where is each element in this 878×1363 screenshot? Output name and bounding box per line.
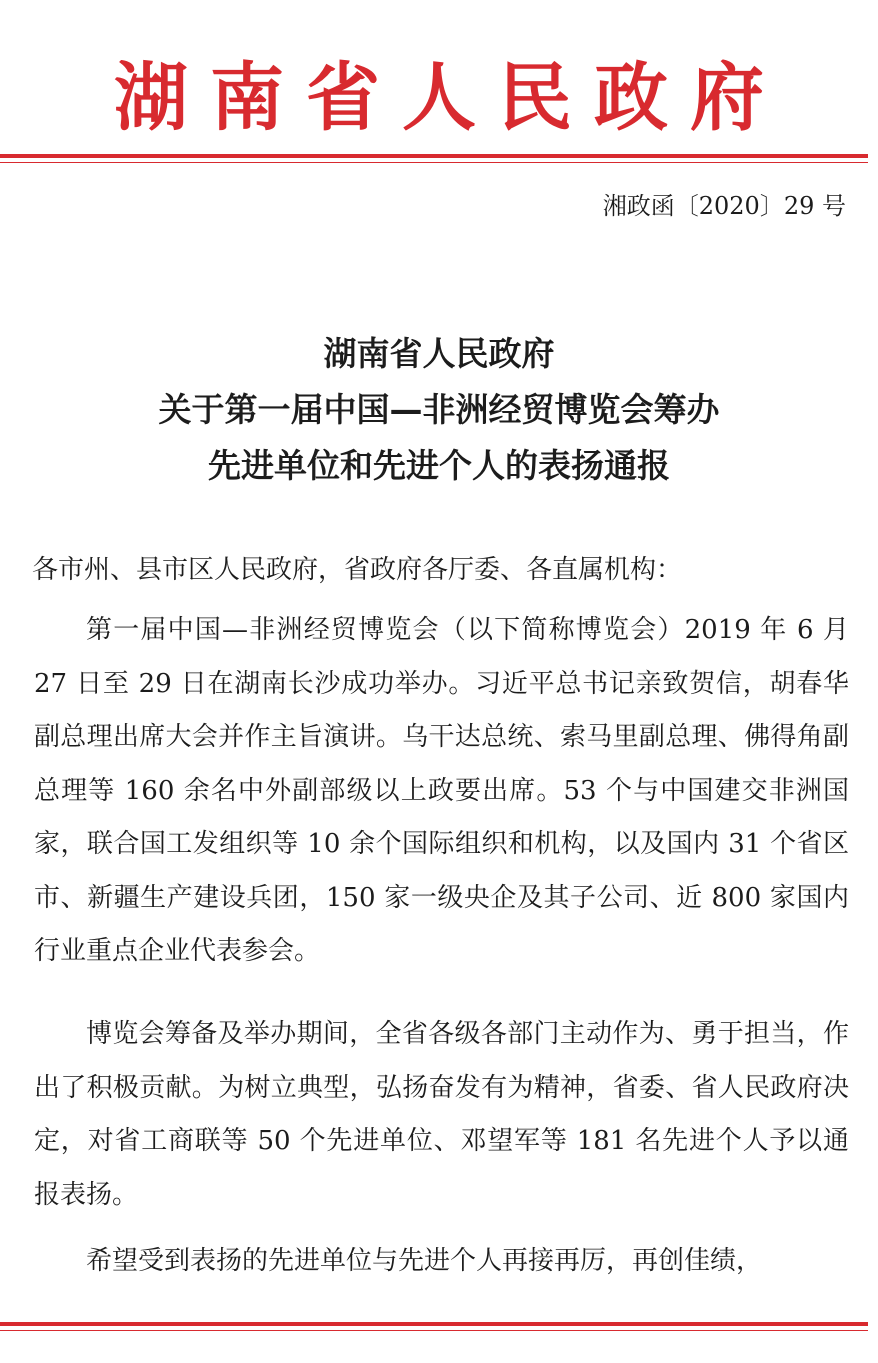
addressee: 各市州、县市区人民政府，省政府各厅委、各直属机构：	[32, 555, 683, 585]
letterhead-title: 湖南省人民政府	[114, 55, 786, 141]
body-paragraph-3: 希望受到表扬的先进单位与先进个人再接再厉，再创佳绩，	[86, 1246, 763, 1276]
footer-rule-thick	[0, 1322, 868, 1326]
title-line-2: 关于第一届中国—非洲经贸博览会筹办	[158, 390, 720, 429]
letterhead-rule-thick	[0, 154, 868, 158]
letterhead-rule-thin	[0, 162, 868, 163]
footer-rule-thin	[0, 1330, 868, 1331]
title-line-1: 湖南省人民政府	[323, 334, 555, 373]
body-paragraph-1: 第一届中国—非洲经贸博览会（以下简称博览会）2019 年 6 月 27 日至 29 日在湖南长沙成功举办。习近平总书记亲致贺信，胡春华副总理出席大会并作主旨演讲。乌干达总统、索马里副总理、佛得角副总理等 160 余名中外副部级以上政要出席。53 个与中国建交非洲国家，联合国工发组织等 10 余个国际组织和机构，以及国内 31 个省区市、新疆生产建设兵团，150 家一级央企及其子公司、近 800 家国内行业重点企业代表参会。	[34, 615, 849, 966]
document-title	[0, 326, 878, 494]
title-line-3: 先进单位和先进个人的表扬通报	[208, 446, 670, 485]
body-paragraph-2: 博览会筹备及举办期间，全省各级各部门主动作为、勇于担当，作出了积极贡献。为树立典型，弘扬奋发有为精神，省委、省人民政府决定，对省工商联等 50 个先进单位、邓望军等 181 名先进个人予以通报表扬。	[34, 1019, 849, 1210]
document-number: 湘政函〔2020〕29 号	[602, 192, 846, 220]
